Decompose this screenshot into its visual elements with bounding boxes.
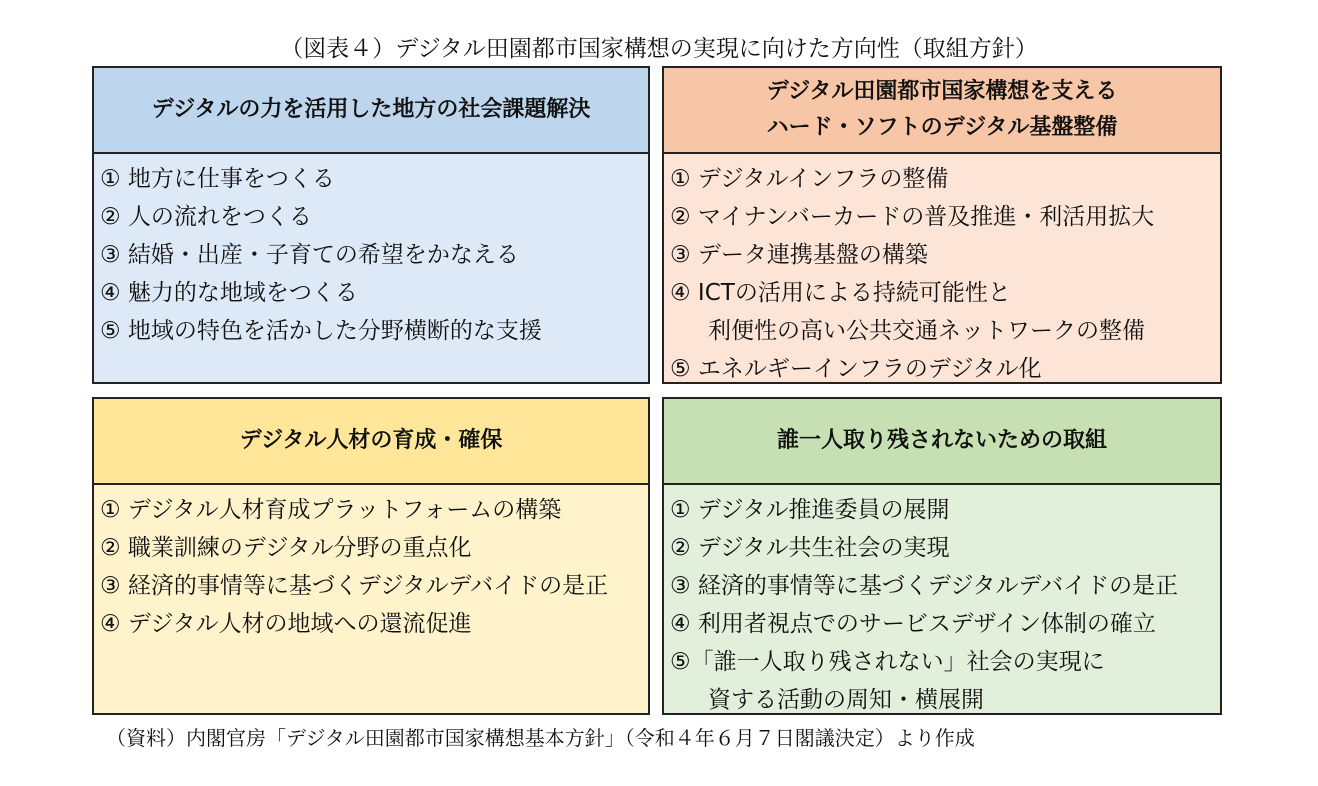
list-item: ① 地方に仕事をつくる (100, 166, 335, 192)
box-header-line: ハード・ソフトのデジタル基盤整備 (766, 115, 1118, 140)
box-no-one-left-behind (662, 397, 1222, 715)
list-item: ③ 経済的事情等に基づくデジタルデバイドの是正 (670, 573, 1179, 599)
list-item: ① デジタルインフラの整備 (670, 166, 949, 192)
list-item: ② 人の流れをつくる (100, 204, 312, 230)
list-item: ③ 経済的事情等に基づくデジタルデバイドの是正 (100, 573, 609, 599)
list-item: ③ 結婚・出産・子育ての希望をかなえる (100, 242, 519, 268)
list-item: ① デジタル推進委員の展開 (670, 497, 950, 523)
box-header (664, 68, 1220, 154)
item-list (94, 485, 648, 643)
list-item: ① デジタル人材育成プラットフォームの構築 (100, 497, 562, 523)
box-header-line: デジタルの力を活用した地方の社会課題解決 (151, 97, 591, 122)
list-item: ④ ICTの活用による持続可能性と (670, 280, 1011, 306)
list-item: ② デジタル共生社会の実現 (670, 535, 950, 561)
box-digital-talent (92, 397, 650, 715)
list-item: ⑤ エネルギーインフラのデジタル化 (670, 356, 1042, 382)
box-header (94, 68, 648, 154)
figure-title: （図表４）デジタル田園都市国家構想の実現に向けた方向性（取組方針） (280, 36, 1038, 62)
box-header (94, 399, 648, 485)
box-header-line: 誰一人取り残されないための取組 (776, 428, 1107, 453)
list-item: ② 職業訓練のデジタル分野の重点化 (100, 535, 472, 561)
box-header-line: デジタル田園都市国家構想を支える (766, 79, 1118, 104)
list-item-continuation: 利便性の高い公共交通ネットワークの整備 (708, 318, 1145, 344)
list-item-continuation: 資する活動の周知・横展開 (708, 687, 984, 713)
list-item: ④ 利用者視点でのサービスデザイン体制の確立 (670, 611, 1156, 637)
list-item: ② マイナンバーカードの普及推進・利活用拡大 (670, 204, 1155, 230)
list-item: ③ データ連携基盤の構築 (670, 242, 928, 268)
box-header (664, 399, 1220, 485)
item-list (94, 154, 648, 350)
list-item: ④ 魅力的な地域をつくる (100, 280, 358, 306)
source-note: （資料）内閣官房「デジタル田園都市国家構想基本方針」（令和４年６月７日閣議決定）より作成 (106, 726, 975, 750)
list-item: ⑤ 地域の特色を活かした分野横断的な支援 (100, 318, 542, 344)
box-regional-issues (92, 66, 650, 384)
item-list (664, 154, 1220, 388)
list-item: ④ デジタル人材の地域への還流促進 (100, 611, 472, 637)
list-item: ⑤「誰一人取り残されない」社会の実現に (670, 649, 1105, 675)
box-digital-infrastructure (662, 66, 1222, 384)
item-list (664, 485, 1220, 719)
box-header-line: デジタル人材の育成・確保 (239, 428, 503, 453)
